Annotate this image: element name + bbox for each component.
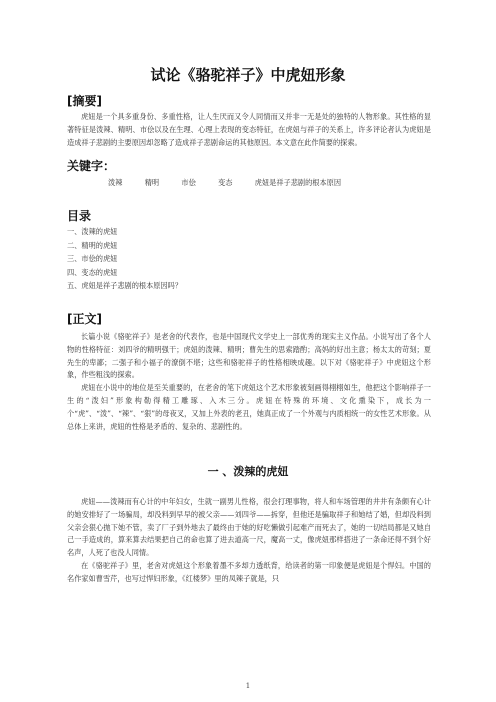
toc-item[interactable]: 一、泼辣的虎妞 [67,227,118,236]
main-text [67,331,431,433]
keywords-heading: 关键字： [67,159,116,173]
document-title: 试论《骆驼祥子》中虎妞形象 [150,66,346,84]
body-paragraph: 在《骆驼祥子》里，老舍对虎妞这个形象着墨不多却力透纸背，给读者的第一印象便是虎妞是个悍妇。中国的名作家如曹雪芹，也写过悍妇形象，《红楼梦》里的凤辣子就是，只 [67,560,431,583]
keyword-item: 精明 [144,178,160,187]
toc-item[interactable]: 三、市侩的虎妞 [67,254,118,263]
toc-item[interactable]: 五、虎妞是祥子悲剧的根本原因吗？ [67,281,183,290]
body-paragraph: 虎妞——泼辣而有心计的中年妇女，生就一副男儿性格，很会打理事物，将人和车场管理的井井有条颇有心计的她安排好了一场骗局，却没料到早早的被父亲——刘四爷——拆穿，但他还是骗取祥子和她结了婚，但却没料到父亲会狠心抛下她不管，卖了厂子到外地去了最终由于她的好吃懒做引起难产而死去了，她的一切结局都是又她自己一手造成的，算来算去结果把自己的命也算了进去道高一尺，魔高一丈，像虎妞那样搭进了一条命还得不到个好名声，人死了也没人同情。 [67,497,431,558]
keyword-item: 虎妞是祥子悲剧的根本原因 [254,178,342,187]
abstract-paragraph: 虎妞是一个具多重身份、多重性格，让人生厌而又令人同情而又并非一无是处的独特的人物形象。其性格的显著特征是泼辣、精明、市侩以及在生理、心理上表现的变态特征，在虎妞与祥子的关系上，许多评论者认为虎妞是造成祥子悲剧的主要原因却忽略了造成祥子悲剧命运的其他原因。本文意在此作简要的探索。 [67,112,431,147]
abstract-heading: [摘要] [67,94,102,108]
toc-heading: 目录 [67,209,92,223]
abstract-text [67,111,431,149]
section-text [67,496,431,586]
keyword-item: 变态 [218,178,233,187]
keyword-item: 泼辣 [108,178,123,187]
keywords-list [108,178,361,188]
toc-item[interactable]: 二、精明的虎妞 [67,240,118,250]
keyword-item: 市侩 [181,178,196,187]
page-number: 1 [245,682,251,690]
toc-list [67,225,182,293]
toc-item[interactable]: 四、变态的虎妞 [67,267,118,277]
body-paragraph: 长篇小说《骆驼祥子》是老舍的代表作，也是中国现代文学史上一部优秀的现实主义作品。小说写出了各个人物的性格特征：刘四爷的精明强干；虎妞的泼辣、精明；曹先生的思索踏酌；高妈的好出主意；杨太太的苛刻；夏先生的卑鄙；二强子和小福子的潦倒不堪；这些和骆驼祥子的性格相映成趣。以下对《骆驼祥子》中虎妞这个形象，作些粗浅的探索。 [67,332,431,380]
body-paragraph: 虎妞在小说中的地位是至关重要的，在老舍的笔下虎妞这个艺术形象被刻画得栩栩如生，他把这个影响祥子一生的“泼妇”形象构勒得精工雕琢、入木三分。虎妞在特殊的环境、文化熏染下，成长为一个“虎”、“泼”、“辣”、“狠”的母夜叉，又加上外表的老丑，她真正成了一个外观与内质相统一的女性艺术形象。从总体上来讲，虎妞的性格是矛盾的、复杂的、悲剧性的。 [67,383,431,431]
section-heading: 一 、泼辣的虎妞 [207,465,289,478]
main-heading: [正文] [67,312,102,326]
